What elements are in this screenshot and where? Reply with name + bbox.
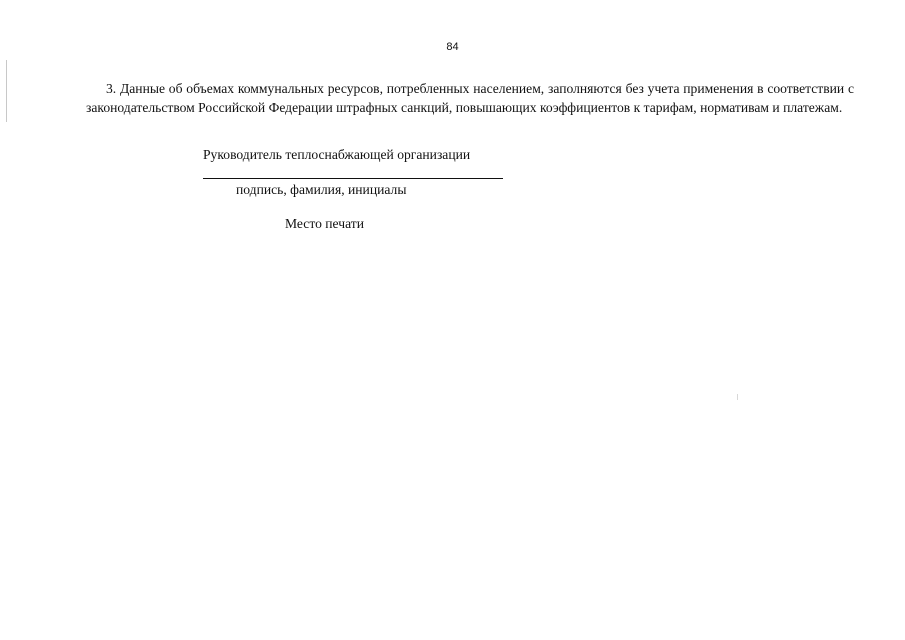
- note-paragraph: 3. Данные об объемах коммунальных ресурсов, потребленных населением, заполняются без учета применения в соответствии с законодательством Российской Федерации штрафных санкций, повышающих коэффициентов к тарифам, нормативам и платежам.: [86, 81, 854, 115]
- signatory-title: Руководитель теплоснабжающей организации: [203, 147, 471, 162]
- seal-place-label: Место печати: [285, 216, 364, 231]
- signature-caption: подпись, фамилия, инициалы: [236, 182, 407, 197]
- signature-line: [203, 178, 503, 179]
- scan-edge-line: [6, 60, 7, 122]
- scan-speck: [737, 394, 738, 400]
- page-number: 84: [446, 41, 459, 53]
